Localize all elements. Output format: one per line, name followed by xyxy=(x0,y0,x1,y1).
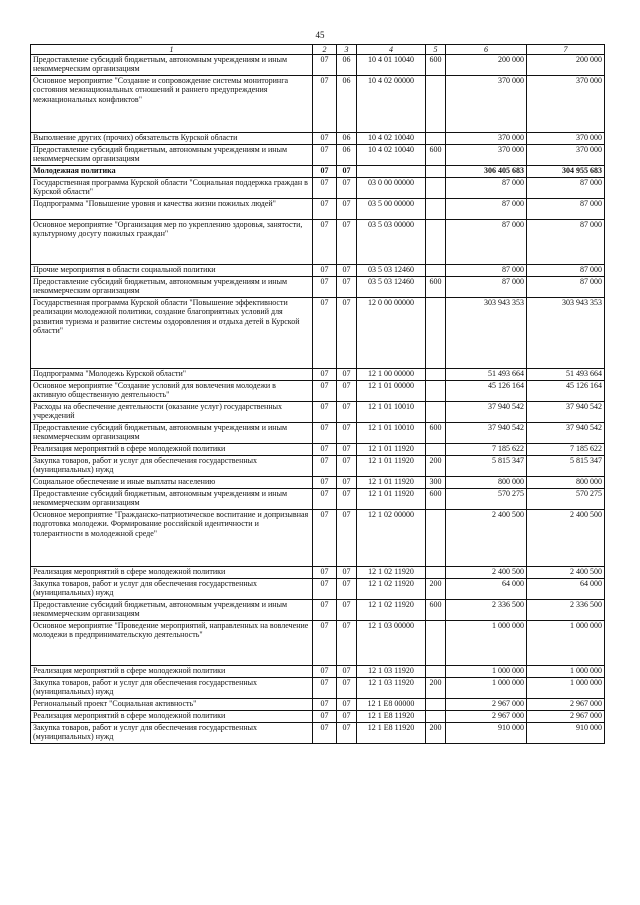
row-subsection-cell: 07 xyxy=(337,369,357,381)
row-subsection-cell: 07 xyxy=(337,381,357,402)
row-expense-type-cell: 600 xyxy=(426,145,446,166)
row-target-article-cell: 10 4 02 00000 xyxy=(357,76,426,133)
row-amount-year-1-cell: 87 000 xyxy=(446,199,527,220)
row-section-cell: 07 xyxy=(313,145,337,166)
row-section-cell: 07 xyxy=(313,477,337,489)
row-subsection-cell: 07 xyxy=(337,477,357,489)
row-amount-year-1-cell: 37 940 542 xyxy=(446,402,527,423)
row-target-article-cell: 12 1 01 11920 xyxy=(357,456,426,477)
row-amount-year-1-cell: 7 185 622 xyxy=(446,444,527,456)
column-header-section: 2 xyxy=(313,45,337,55)
column-header-name: 1 xyxy=(31,45,313,55)
row-subsection-cell: 07 xyxy=(337,220,357,265)
row-subsection-cell: 07 xyxy=(337,666,357,678)
row-expense-type-cell xyxy=(426,133,446,145)
row-subsection-cell: 07 xyxy=(337,510,357,567)
row-amount-year-2-cell: 87 000 xyxy=(527,220,605,265)
row-amount-year-2-cell: 37 940 542 xyxy=(527,423,605,444)
row-amount-year-1-cell: 370 000 xyxy=(446,145,527,166)
row-subsection-cell: 07 xyxy=(337,298,357,369)
row-amount-year-1-cell: 45 126 164 xyxy=(446,381,527,402)
row-expense-type-cell xyxy=(426,621,446,666)
row-section-cell: 07 xyxy=(313,567,337,579)
row-section-cell: 07 xyxy=(313,579,337,600)
table-row xyxy=(31,265,605,277)
row-name-cell: Подпрограмма "Повышение уровня и качества жизни пожилых людей" xyxy=(31,199,313,220)
row-name-cell: Основное мероприятие "Гражданско-патриотическое воспитание и допризывная подготовка молодежи. Формирование российской идентичности и толерантности в молодежной среде" xyxy=(31,510,313,567)
row-subsection-cell: 07 xyxy=(337,423,357,444)
row-expense-type-cell: 200 xyxy=(426,678,446,699)
row-target-article-cell: 10 4 01 10040 xyxy=(357,55,426,76)
row-amount-year-1-cell: 2 400 500 xyxy=(446,510,527,567)
row-amount-year-1-cell: 910 000 xyxy=(446,723,527,744)
row-section-cell: 07 xyxy=(313,76,337,133)
table-row xyxy=(31,579,605,600)
row-name-cell: Социальное обеспечение и иные выплаты населению xyxy=(31,477,313,489)
row-section-cell: 07 xyxy=(313,444,337,456)
row-expense-type-cell: 600 xyxy=(426,489,446,510)
row-expense-type-cell: 600 xyxy=(426,600,446,621)
row-target-article-cell: 12 1 03 00000 xyxy=(357,621,426,666)
row-section-cell: 07 xyxy=(313,711,337,723)
row-subsection-cell: 06 xyxy=(337,76,357,133)
row-amount-year-1-cell: 800 000 xyxy=(446,477,527,489)
row-subsection-cell: 07 xyxy=(337,600,357,621)
row-target-article-cell: 12 1 01 11920 xyxy=(357,489,426,510)
table-row xyxy=(31,178,605,199)
row-section-cell: 07 xyxy=(313,600,337,621)
row-target-article-cell: 03 5 03 12460 xyxy=(357,277,426,298)
row-amount-year-1-cell: 51 493 664 xyxy=(446,369,527,381)
row-amount-year-2-cell: 87 000 xyxy=(527,178,605,199)
row-expense-type-cell xyxy=(426,265,446,277)
row-name-cell: Реализация мероприятий в сфере молодежной политики xyxy=(31,711,313,723)
row-target-article-cell: 10 4 02 10040 xyxy=(357,145,426,166)
row-subsection-cell: 07 xyxy=(337,678,357,699)
row-amount-year-2-cell: 2 400 500 xyxy=(527,567,605,579)
row-amount-year-1-cell: 1 000 000 xyxy=(446,666,527,678)
row-amount-year-1-cell: 87 000 xyxy=(446,178,527,199)
budget-table xyxy=(30,44,605,744)
table-row xyxy=(31,699,605,711)
table-row xyxy=(31,55,605,76)
row-target-article-cell: 12 0 00 00000 xyxy=(357,298,426,369)
row-subsection-cell: 07 xyxy=(337,199,357,220)
row-name-cell: Закупка товаров, работ и услуг для обеспечения государственных (муниципальных) нужд xyxy=(31,678,313,699)
column-header-amount-year-1: 6 xyxy=(446,45,527,55)
table-row xyxy=(31,277,605,298)
row-name-cell: Молодежная политика xyxy=(31,166,313,178)
row-section-cell: 07 xyxy=(313,402,337,423)
row-target-article-cell: 12 1 E8 11920 xyxy=(357,723,426,744)
row-amount-year-2-cell: 370 000 xyxy=(527,145,605,166)
row-section-cell: 07 xyxy=(313,381,337,402)
row-amount-year-2-cell: 910 000 xyxy=(527,723,605,744)
row-expense-type-cell xyxy=(426,369,446,381)
row-subsection-cell: 07 xyxy=(337,277,357,298)
row-expense-type-cell xyxy=(426,381,446,402)
row-subsection-cell: 07 xyxy=(337,723,357,744)
row-section-cell: 07 xyxy=(313,510,337,567)
row-subsection-cell: 07 xyxy=(337,711,357,723)
table-row xyxy=(31,76,605,133)
row-amount-year-1-cell: 2 336 500 xyxy=(446,600,527,621)
row-section-cell: 07 xyxy=(313,423,337,444)
row-amount-year-1-cell: 370 000 xyxy=(446,76,527,133)
row-amount-year-2-cell: 5 815 347 xyxy=(527,456,605,477)
row-amount-year-1-cell: 306 405 683 xyxy=(446,166,527,178)
table-row xyxy=(31,666,605,678)
row-expense-type-cell xyxy=(426,567,446,579)
row-subsection-cell: 07 xyxy=(337,444,357,456)
row-amount-year-2-cell: 2 967 000 xyxy=(527,711,605,723)
table-row xyxy=(31,477,605,489)
row-expense-type-cell xyxy=(426,199,446,220)
row-name-cell: Основное мероприятие "Создание условий для вовлечения молодежи в активную общественную деятельность" xyxy=(31,381,313,402)
row-name-cell: Реализация мероприятий в сфере молодежной политики xyxy=(31,567,313,579)
row-expense-type-cell: 600 xyxy=(426,55,446,76)
row-target-article-cell: 12 1 02 00000 xyxy=(357,510,426,567)
row-subsection-cell: 07 xyxy=(337,178,357,199)
row-amount-year-2-cell: 87 000 xyxy=(527,199,605,220)
row-target-article-cell: 12 1 01 11920 xyxy=(357,444,426,456)
row-target-article-cell: 03 0 00 00000 xyxy=(357,178,426,199)
row-subsection-cell: 07 xyxy=(337,579,357,600)
row-target-article-cell: 12 1 03 11920 xyxy=(357,678,426,699)
row-section-cell: 07 xyxy=(313,178,337,199)
row-name-cell: Предоставление субсидий бюджетным, автономным учреждениям и иным некоммерческим организациям xyxy=(31,277,313,298)
row-target-article-cell: 12 1 E8 11920 xyxy=(357,711,426,723)
row-section-cell: 07 xyxy=(313,666,337,678)
row-amount-year-1-cell: 1 000 000 xyxy=(446,678,527,699)
row-amount-year-1-cell: 200 000 xyxy=(446,55,527,76)
row-amount-year-1-cell: 5 815 347 xyxy=(446,456,527,477)
table-row xyxy=(31,621,605,666)
row-expense-type-cell: 200 xyxy=(426,456,446,477)
row-expense-type-cell: 300 xyxy=(426,477,446,489)
table-row xyxy=(31,298,605,369)
row-expense-type-cell xyxy=(426,666,446,678)
row-name-cell: Государственная программа Курской области "Социальная поддержка граждан в Курской области" xyxy=(31,178,313,199)
table-row xyxy=(31,166,605,178)
row-name-cell: Реализация мероприятий в сфере молодежной политики xyxy=(31,444,313,456)
row-subsection-cell: 07 xyxy=(337,567,357,579)
row-expense-type-cell xyxy=(426,298,446,369)
row-target-article-cell: 03 5 03 00000 xyxy=(357,220,426,265)
row-expense-type-cell xyxy=(426,402,446,423)
table-row xyxy=(31,220,605,265)
row-subsection-cell: 06 xyxy=(337,145,357,166)
row-amount-year-2-cell: 87 000 xyxy=(527,277,605,298)
row-subsection-cell: 06 xyxy=(337,133,357,145)
row-name-cell: Основное мероприятие "Организация мер по укреплению здоровья, занятости, культурному досугу пожилых граждан" xyxy=(31,220,313,265)
table-row xyxy=(31,444,605,456)
table-row xyxy=(31,510,605,567)
row-amount-year-2-cell: 370 000 xyxy=(527,76,605,133)
row-amount-year-1-cell: 87 000 xyxy=(446,265,527,277)
row-name-cell: Предоставление субсидий бюджетным, автономным учреждениям и иным некоммерческим организациям xyxy=(31,55,313,76)
row-amount-year-2-cell: 1 000 000 xyxy=(527,678,605,699)
row-target-article-cell: 12 1 E8 00000 xyxy=(357,699,426,711)
row-amount-year-2-cell: 200 000 xyxy=(527,55,605,76)
row-name-cell: Предоставление субсидий бюджетным, автономным учреждениям и иным некоммерческим организациям xyxy=(31,423,313,444)
row-amount-year-2-cell: 64 000 xyxy=(527,579,605,600)
row-amount-year-2-cell: 37 940 542 xyxy=(527,402,605,423)
table-row xyxy=(31,489,605,510)
row-target-article-cell: 03 5 00 00000 xyxy=(357,199,426,220)
row-section-cell: 07 xyxy=(313,298,337,369)
row-name-cell: Предоставление субсидий бюджетным, автономным учреждениям и иным некоммерческим организациям xyxy=(31,145,313,166)
row-target-article-cell: 03 5 03 12460 xyxy=(357,265,426,277)
row-expense-type-cell xyxy=(426,166,446,178)
table-row xyxy=(31,369,605,381)
row-expense-type-cell: 200 xyxy=(426,579,446,600)
row-subsection-cell: 06 xyxy=(337,55,357,76)
table-row xyxy=(31,567,605,579)
row-target-article-cell: 12 1 01 10010 xyxy=(357,402,426,423)
table-row xyxy=(31,678,605,699)
row-subsection-cell: 07 xyxy=(337,621,357,666)
row-amount-year-2-cell: 570 275 xyxy=(527,489,605,510)
row-section-cell: 07 xyxy=(313,678,337,699)
row-amount-year-2-cell: 7 185 622 xyxy=(527,444,605,456)
row-subsection-cell: 07 xyxy=(337,699,357,711)
row-target-article-cell: 12 1 00 00000 xyxy=(357,369,426,381)
row-name-cell: Закупка товаров, работ и услуг для обеспечения государственных (муниципальных) нужд xyxy=(31,723,313,744)
column-header-subsection: 3 xyxy=(337,45,357,55)
row-name-cell: Реализация мероприятий в сфере молодежной политики xyxy=(31,666,313,678)
row-name-cell: Закупка товаров, работ и услуг для обеспечения государственных (муниципальных) нужд xyxy=(31,579,313,600)
table-row xyxy=(31,145,605,166)
row-section-cell: 07 xyxy=(313,489,337,510)
row-amount-year-1-cell: 87 000 xyxy=(446,220,527,265)
row-name-cell: Расходы на обеспечение деятельности (оказание услуг) государственных учреждений xyxy=(31,402,313,423)
row-subsection-cell: 07 xyxy=(337,489,357,510)
row-subsection-cell: 07 xyxy=(337,456,357,477)
row-target-article-cell: 12 1 03 11920 xyxy=(357,666,426,678)
row-expense-type-cell xyxy=(426,699,446,711)
row-name-cell: Закупка товаров, работ и услуг для обеспечения государственных (муниципальных) нужд xyxy=(31,456,313,477)
table-header-row xyxy=(31,45,605,55)
row-expense-type-cell xyxy=(426,76,446,133)
table-row xyxy=(31,723,605,744)
row-expense-type-cell: 600 xyxy=(426,423,446,444)
row-target-article-cell: 12 1 01 10010 xyxy=(357,423,426,444)
table-row xyxy=(31,381,605,402)
row-amount-year-2-cell: 800 000 xyxy=(527,477,605,489)
row-amount-year-2-cell: 1 000 000 xyxy=(527,621,605,666)
table-row xyxy=(31,711,605,723)
row-amount-year-2-cell: 370 000 xyxy=(527,133,605,145)
row-section-cell: 07 xyxy=(313,166,337,178)
row-section-cell: 07 xyxy=(313,699,337,711)
row-target-article-cell: 12 1 02 11920 xyxy=(357,600,426,621)
column-header-amount-year-2: 7 xyxy=(527,45,605,55)
table-row xyxy=(31,600,605,621)
page-number: 45 xyxy=(315,30,325,40)
row-expense-type-cell xyxy=(426,510,446,567)
row-section-cell: 07 xyxy=(313,369,337,381)
row-expense-type-cell: 600 xyxy=(426,277,446,298)
row-section-cell: 07 xyxy=(313,723,337,744)
row-name-cell: Основное мероприятие "Проведение мероприятий, направленных на вовлечение молодежи в предпринимательскую деятельность" xyxy=(31,621,313,666)
row-expense-type-cell xyxy=(426,220,446,265)
row-subsection-cell: 07 xyxy=(337,402,357,423)
row-section-cell: 07 xyxy=(313,220,337,265)
row-name-cell: Основное мероприятие "Создание и сопровождение системы мониторинга состояния межнациональных отношений и раннего предупреждения межнациональных конфликтов" xyxy=(31,76,313,133)
table-row xyxy=(31,199,605,220)
row-section-cell: 07 xyxy=(313,199,337,220)
row-section-cell: 07 xyxy=(313,277,337,298)
row-expense-type-cell xyxy=(426,178,446,199)
row-expense-type-cell: 200 xyxy=(426,723,446,744)
row-name-cell: Подпрограмма "Молодежь Курской области" xyxy=(31,369,313,381)
row-amount-year-1-cell: 303 943 353 xyxy=(446,298,527,369)
column-header-target-article: 4 xyxy=(357,45,426,55)
row-target-article-cell: 12 1 01 00000 xyxy=(357,381,426,402)
row-target-article-cell: 10 4 02 10040 xyxy=(357,133,426,145)
row-name-cell: Региональный проект "Социальная активность" xyxy=(31,699,313,711)
row-amount-year-2-cell: 2 400 500 xyxy=(527,510,605,567)
row-amount-year-1-cell: 2 400 500 xyxy=(446,567,527,579)
table-row xyxy=(31,402,605,423)
row-name-cell: Прочие мероприятия в области социальной политики xyxy=(31,265,313,277)
table-row xyxy=(31,133,605,145)
row-target-article-cell: 12 1 02 11920 xyxy=(357,579,426,600)
row-section-cell: 07 xyxy=(313,456,337,477)
row-section-cell: 07 xyxy=(313,265,337,277)
row-target-article-cell xyxy=(357,166,426,178)
row-subsection-cell: 07 xyxy=(337,166,357,178)
row-amount-year-1-cell: 2 967 000 xyxy=(446,699,527,711)
row-amount-year-1-cell: 64 000 xyxy=(446,579,527,600)
row-amount-year-1-cell: 2 967 000 xyxy=(446,711,527,723)
row-amount-year-1-cell: 37 940 542 xyxy=(446,423,527,444)
column-header-expense-type: 5 xyxy=(426,45,446,55)
row-subsection-cell: 07 xyxy=(337,265,357,277)
row-name-cell: Предоставление субсидий бюджетным, автономным учреждениям и иным некоммерческим организациям xyxy=(31,600,313,621)
table-row xyxy=(31,456,605,477)
row-amount-year-2-cell: 303 943 353 xyxy=(527,298,605,369)
row-amount-year-2-cell: 2 336 500 xyxy=(527,600,605,621)
row-amount-year-2-cell: 45 126 164 xyxy=(527,381,605,402)
table-row xyxy=(31,423,605,444)
row-amount-year-2-cell: 2 967 000 xyxy=(527,699,605,711)
row-section-cell: 07 xyxy=(313,55,337,76)
row-name-cell: Выполнение других (прочих) обязательств Курской области xyxy=(31,133,313,145)
row-amount-year-1-cell: 87 000 xyxy=(446,277,527,298)
row-amount-year-2-cell: 87 000 xyxy=(527,265,605,277)
row-section-cell: 07 xyxy=(313,133,337,145)
row-expense-type-cell xyxy=(426,711,446,723)
row-amount-year-1-cell: 370 000 xyxy=(446,133,527,145)
row-target-article-cell: 12 1 02 11920 xyxy=(357,567,426,579)
row-expense-type-cell xyxy=(426,444,446,456)
row-amount-year-2-cell: 51 493 664 xyxy=(527,369,605,381)
row-amount-year-2-cell: 304 955 683 xyxy=(527,166,605,178)
row-name-cell: Предоставление субсидий бюджетным, автономным учреждениям и иным некоммерческим организациям xyxy=(31,489,313,510)
row-name-cell: Государственная программа Курской области "Повышение эффективности реализации молодежной политики, создание благоприятных условий для развития туризма и развитие системы оздоровления и отдыха детей в Курской области" xyxy=(31,298,313,369)
row-amount-year-1-cell: 1 000 000 xyxy=(446,621,527,666)
row-amount-year-2-cell: 1 000 000 xyxy=(527,666,605,678)
row-target-article-cell: 12 1 01 11920 xyxy=(357,477,426,489)
row-amount-year-1-cell: 570 275 xyxy=(446,489,527,510)
row-section-cell: 07 xyxy=(313,621,337,666)
